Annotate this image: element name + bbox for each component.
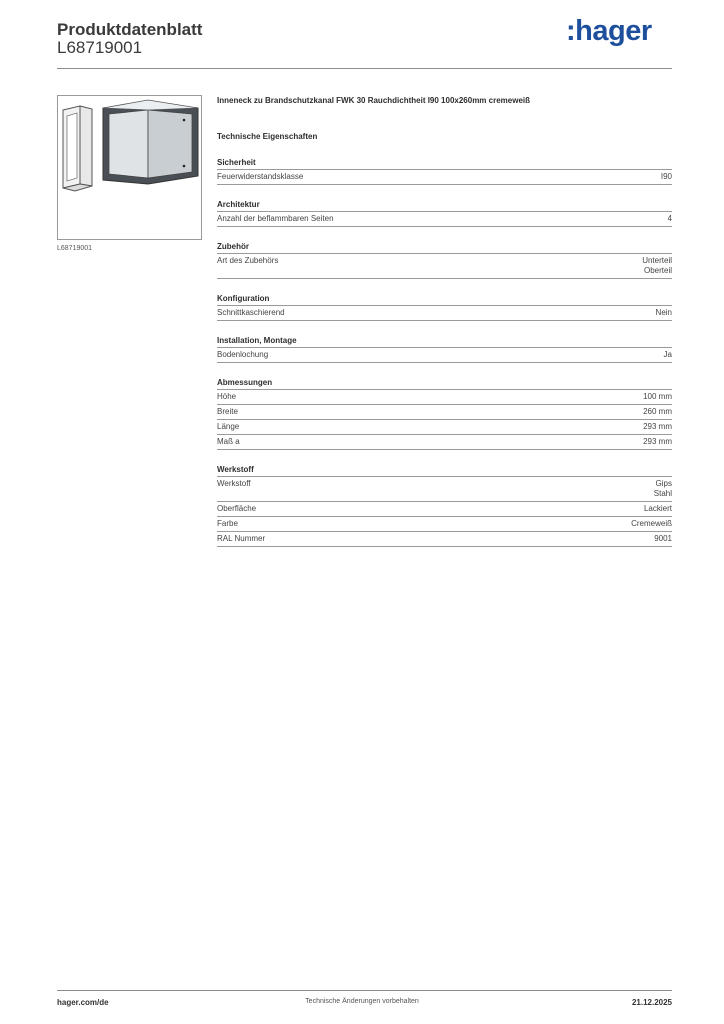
property-label: Länge xyxy=(217,422,240,431)
page-title: Produktdatenblatt xyxy=(57,20,203,39)
property-value: 293 mm xyxy=(643,422,672,431)
property-label: Feuerwiderstandsklasse xyxy=(217,172,304,181)
property-value: 260 mm xyxy=(643,407,672,416)
footer-date: 21.12.2025 xyxy=(631,998,672,1007)
property-row xyxy=(217,517,672,532)
property-label: Farbe xyxy=(217,519,238,528)
property-section xyxy=(217,464,672,547)
property-values xyxy=(664,350,672,360)
property-row xyxy=(217,477,672,502)
footer-website: hager.com/de xyxy=(57,998,109,1007)
property-section xyxy=(217,335,672,363)
property-value: Stahl xyxy=(653,489,672,498)
property-row xyxy=(217,390,672,405)
image-caption: L68719001 xyxy=(57,245,93,252)
property-values xyxy=(643,437,672,447)
section-title: Abmessungen xyxy=(217,377,672,390)
property-section xyxy=(217,199,672,227)
property-values xyxy=(661,172,672,182)
property-values xyxy=(643,392,672,402)
logo-colon-icon: : xyxy=(566,15,576,47)
property-row xyxy=(217,254,672,279)
section-title: Werkstoff xyxy=(217,464,672,477)
property-label: Bodenlochung xyxy=(217,350,269,359)
property-label: Breite xyxy=(217,407,238,416)
property-row xyxy=(217,532,672,547)
product-illustration xyxy=(58,96,201,239)
property-section xyxy=(217,293,672,321)
property-value: Lackiert xyxy=(643,504,672,513)
property-value: Cremeweiß xyxy=(631,519,672,528)
product-details xyxy=(217,94,672,547)
property-value: 9001 xyxy=(654,534,672,543)
property-row xyxy=(217,435,672,450)
property-values xyxy=(631,519,672,529)
property-row xyxy=(217,348,672,363)
property-label: Höhe xyxy=(217,392,237,401)
property-value: Nein xyxy=(655,308,672,317)
frame-part-illustration xyxy=(63,106,92,191)
product-code: L68719001 xyxy=(57,38,143,57)
property-values xyxy=(668,214,672,224)
product-title: Inneneck zu Brandschutzkanal FWK 30 Rauchdichtheit I90 100x260mm cremeweiß xyxy=(217,96,530,105)
property-row xyxy=(217,170,672,185)
property-label: Anzahl der beflammbaren Seiten xyxy=(217,214,334,223)
section-title: Installation, Montage xyxy=(217,335,672,348)
property-values xyxy=(654,534,672,544)
product-image xyxy=(57,95,202,240)
property-value: 293 mm xyxy=(643,437,672,446)
property-section xyxy=(217,157,672,185)
property-row xyxy=(217,212,672,227)
section-title: Sicherheit xyxy=(217,157,672,170)
property-values xyxy=(644,504,672,514)
section-title: Architektur xyxy=(217,199,672,212)
property-row xyxy=(217,420,672,435)
logo-text: hager xyxy=(575,15,652,47)
property-label: Oberfläche xyxy=(217,504,257,513)
property-value: 4 xyxy=(667,214,672,223)
property-label: Art des Zubehörs xyxy=(217,256,279,265)
hager-logo xyxy=(566,15,652,48)
section-title: Zubehör xyxy=(217,241,672,254)
property-label: Maß a xyxy=(217,437,240,446)
property-section xyxy=(217,377,672,450)
property-value: Unterteil xyxy=(642,256,672,265)
property-values xyxy=(654,479,672,499)
property-values xyxy=(642,256,672,276)
property-value: 100 mm xyxy=(643,392,672,401)
footer-divider xyxy=(57,990,672,991)
section-title: Konfiguration xyxy=(217,293,672,306)
property-section xyxy=(217,241,672,279)
property-label: Schnittkaschierend xyxy=(217,308,285,317)
property-values xyxy=(643,422,672,432)
footer-notice: Technische Änderungen vorbehalten xyxy=(305,998,419,1005)
property-value: Oberteil xyxy=(643,266,672,275)
property-value: Ja xyxy=(663,350,672,359)
property-value: I90 xyxy=(660,172,672,181)
property-row xyxy=(217,405,672,420)
property-label: RAL Nummer xyxy=(217,534,266,543)
property-value: Gips xyxy=(655,479,672,488)
property-values xyxy=(656,308,672,318)
corner-box-illustration xyxy=(103,100,198,184)
property-label: Werkstoff xyxy=(217,479,251,488)
property-row xyxy=(217,502,672,517)
properties-list xyxy=(217,157,672,547)
property-values xyxy=(643,407,672,417)
header-divider xyxy=(57,68,672,69)
technical-properties-heading: Technische Eigenschaften xyxy=(217,132,318,141)
property-row xyxy=(217,306,672,321)
